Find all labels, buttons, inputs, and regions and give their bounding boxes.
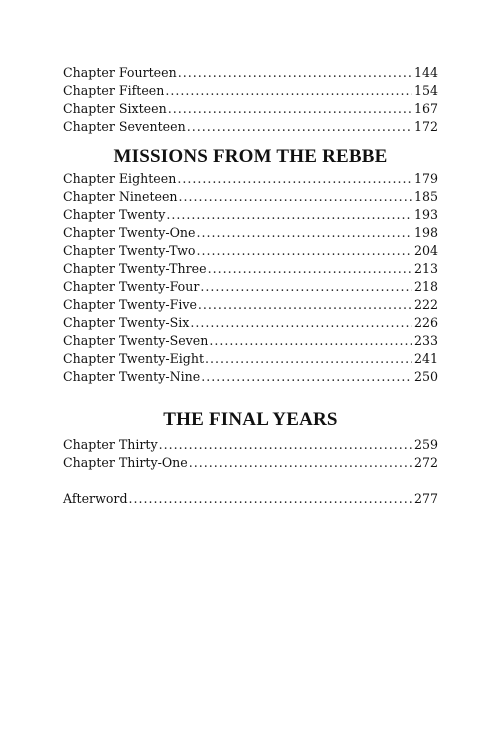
toc-entry-page: 172 <box>413 119 438 134</box>
toc-entry-page: 222 <box>413 297 438 312</box>
toc-entry-page: 250 <box>413 369 438 384</box>
toc-dot-leader <box>165 82 412 100</box>
toc-dot-leader <box>201 368 412 386</box>
toc-entry-page: 272 <box>413 455 438 470</box>
section-heading: MISSIONS FROM THE REBBE <box>113 146 388 167</box>
toc-entry-page: 179 <box>413 171 438 186</box>
toc-entry-title: Chapter Thirty-One <box>63 455 188 470</box>
toc-entry-page: 198 <box>413 225 438 240</box>
toc-entry-page: 154 <box>413 83 438 98</box>
toc-entry <box>63 170 438 188</box>
toc-entry-title: Chapter Twenty-Two <box>63 243 196 258</box>
toc-entry-page: 259 <box>413 437 438 452</box>
toc-dot-leader <box>198 296 412 314</box>
toc-entry-afterword <box>63 490 438 508</box>
toc-dot-leader <box>168 100 412 118</box>
toc-entry-title: Chapter Seventeen <box>63 119 186 134</box>
toc-entry-title: Chapter Twenty-Four <box>63 279 200 294</box>
section-heading: THE FINAL YEARS <box>163 409 338 430</box>
toc-entry-title: Chapter Thirty <box>63 437 158 452</box>
toc-dot-leader <box>179 188 412 206</box>
toc-entry-title: Afterword <box>63 491 128 506</box>
toc-dot-leader <box>209 332 412 350</box>
toc-dot-leader <box>129 490 412 508</box>
toc-entry-title: Chapter Nineteen <box>63 189 178 204</box>
toc-entry <box>63 454 438 472</box>
toc-dot-leader <box>205 350 412 368</box>
toc-entry <box>63 100 438 118</box>
toc-entry-page: 213 <box>413 261 438 276</box>
table-of-contents <box>63 64 438 508</box>
toc-entry <box>63 368 438 386</box>
toc-dot-leader <box>159 436 412 454</box>
toc-entry-page: 226 <box>413 315 438 330</box>
toc-entry <box>63 332 438 350</box>
toc-entry-title: Chapter Twenty-One <box>63 225 196 240</box>
toc-entry <box>63 314 438 332</box>
toc-entry <box>63 436 438 454</box>
toc-dot-leader <box>196 242 412 260</box>
toc-dot-leader <box>166 206 412 224</box>
toc-entry-title: Chapter Twenty-Three <box>63 261 207 276</box>
toc-entry-title: Chapter Twenty-Seven <box>63 333 209 348</box>
toc-entry <box>63 296 438 314</box>
toc-entry <box>63 242 438 260</box>
toc-entry <box>63 118 438 136</box>
toc-entry-page: 185 <box>413 189 438 204</box>
toc-entry-title: Chapter Twenty-Six <box>63 315 190 330</box>
toc-entry <box>63 64 438 82</box>
toc-entry-title: Chapter Twenty-Eight <box>63 351 205 366</box>
toc-dot-leader <box>189 454 412 472</box>
toc-entry-page: 144 <box>413 65 438 80</box>
toc-entry <box>63 278 438 296</box>
toc-entry-page: 233 <box>413 333 438 348</box>
toc-dot-leader <box>177 170 412 188</box>
spacer <box>63 472 438 490</box>
toc-entry-title: Chapter Eighteen <box>63 171 177 186</box>
toc-entry-page: 167 <box>413 101 438 116</box>
toc-entry-page: 193 <box>413 207 438 222</box>
toc-dot-leader <box>190 314 412 332</box>
toc-dot-leader <box>208 260 412 278</box>
toc-entry <box>63 188 438 206</box>
toc-entry-title: Chapter Twenty <box>63 207 166 222</box>
toc-dot-leader <box>200 278 412 296</box>
toc-entry <box>63 206 438 224</box>
toc-dot-leader <box>178 64 412 82</box>
toc-dot-leader <box>187 118 412 136</box>
toc-entry <box>63 224 438 242</box>
toc-entry <box>63 82 438 100</box>
toc-entry-title: Chapter Twenty-Five <box>63 297 197 312</box>
toc-entry-title: Chapter Fourteen <box>63 65 177 80</box>
toc-entry-page: 277 <box>413 491 438 506</box>
toc-entry-page: 204 <box>413 243 438 258</box>
toc-entry-page: 218 <box>413 279 438 294</box>
toc-entry-title: Chapter Fifteen <box>63 83 165 98</box>
toc-entry-title: Chapter Twenty-Nine <box>63 369 201 384</box>
toc-entry <box>63 350 438 368</box>
toc-entry-title: Chapter Sixteen <box>63 101 167 116</box>
toc-entry <box>63 260 438 278</box>
toc-entry-page: 241 <box>413 351 438 366</box>
toc-dot-leader <box>196 224 411 242</box>
